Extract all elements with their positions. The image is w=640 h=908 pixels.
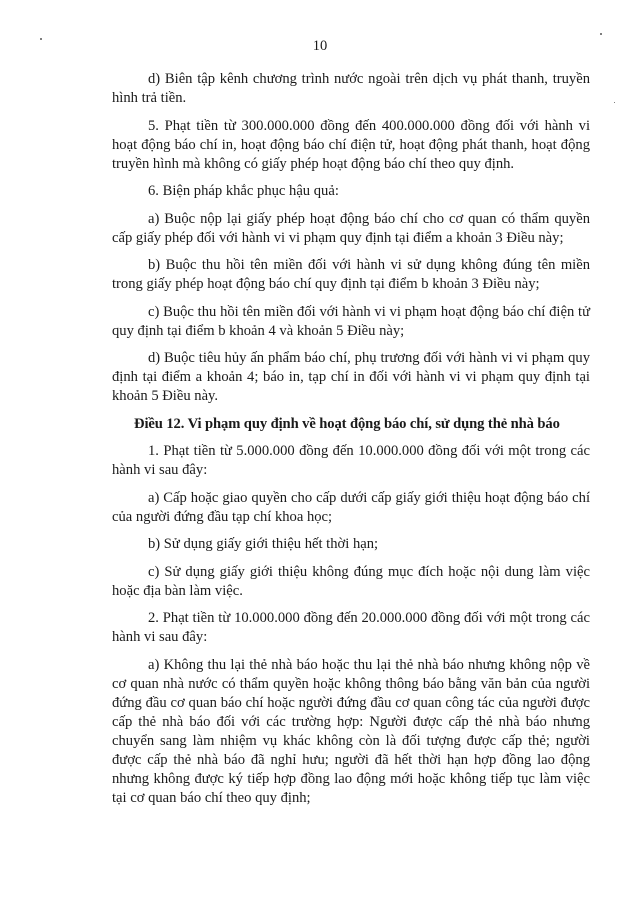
paragraph: a) Buộc nộp lại giấy phép hoạt động báo chí cho cơ quan có thẩm quyền cấp giấy phép đối với hành vi vi phạm quy định tại điểm a khoản 3 Điều này; [112,210,590,246]
paragraph: b) Buộc thu hồi tên miền đối với hành vi sử dụng không đúng tên miền trong giấy phép hoạt động báo chí quy định tại điểm b khoản 3 Điều này; [112,257,590,292]
paragraph: a) Không thu lại thẻ nhà báo hoặc thu lại thẻ nhà báo nhưng không nộp về cơ quan nhà nước có thẩm quyền hoặc không thông báo bằng văn bản của người đứng đầu cơ quan báo chí hoặc người đứng đầu cơ quan công tác của người được cấp thẻ nhà báo đối với các trường hợp: Người được cấp thẻ nhà báo nhưng chuyển sang làm nhiệm vụ khác không còn là đối tượng được cấp thẻ; người được cấp thẻ nhà báo đã nghỉ hưu; người đã hết thời hạn hợp đồng lao động nhưng không được ký tiếp hợp đồng lao động mới hoặc không tiếp tục làm việc tại cơ quan báo chí theo quy định; [112,656,590,806]
paragraph: c) Sử dụng giấy giới thiệu không đúng mục đích hoặc nội dung làm việc hoặc địa bàn làm việc. [112,563,590,599]
article-heading: Điều 12. Vi phạm quy định về hoạt động báo chí, sử dụng thẻ nhà báo [134,415,560,432]
paragraph: 5. Phạt tiền từ 300.000.000 đồng đến 400.000.000 đồng đối với hành vi hoạt động báo chí in, hoạt động báo chí điện tử, hoạt động phát thanh, hoạt động truyền hình mà không có giấy phép hoạt động báo chí theo quy định. [112,117,590,172]
paragraph: b) Sử dụng giấy giới thiệu hết thời hạn; [148,536,379,552]
document-body [112,70,590,816]
paragraph: a) Cấp hoặc giao quyền cho cấp dưới cấp giấy giới thiệu hoạt động báo chí của người đứng đầu tạp chí khoa học; [112,489,590,525]
paragraph: d) Biên tập kênh chương trình nước ngoài trên dịch vụ phát thanh, truyền hình trả tiền. [112,71,590,106]
paragraph: 6. Biện pháp khắc phục hậu quả: [148,183,339,199]
paragraph: 1. Phạt tiền từ 5.000.000 đồng đến 10.000.000 đồng đối với một trong các hành vi sau đây: [112,443,590,478]
scan-speck [614,102,615,103]
paragraph: d) Buộc tiêu hủy ấn phẩm báo chí, phụ trương đối với hành vi vi phạm quy định tại điểm a khoản 4; báo in, tạp chí in đối với hành vi vi phạm quy định tại khoản 5 Điều này. [112,350,590,404]
paragraph: 2. Phạt tiền từ 10.000.000 đồng đến 20.000.000 đồng đối với một trong các hành vi sau đây: [112,610,590,645]
scan-speck [600,33,602,35]
paragraph: c) Buộc thu hồi tên miền đối với hành vi vi phạm hoạt động báo chí điện tử quy định tại điểm b khoản 4 và khoản 5 Điều này; [112,303,590,339]
page-number: 10 [312,38,328,54]
